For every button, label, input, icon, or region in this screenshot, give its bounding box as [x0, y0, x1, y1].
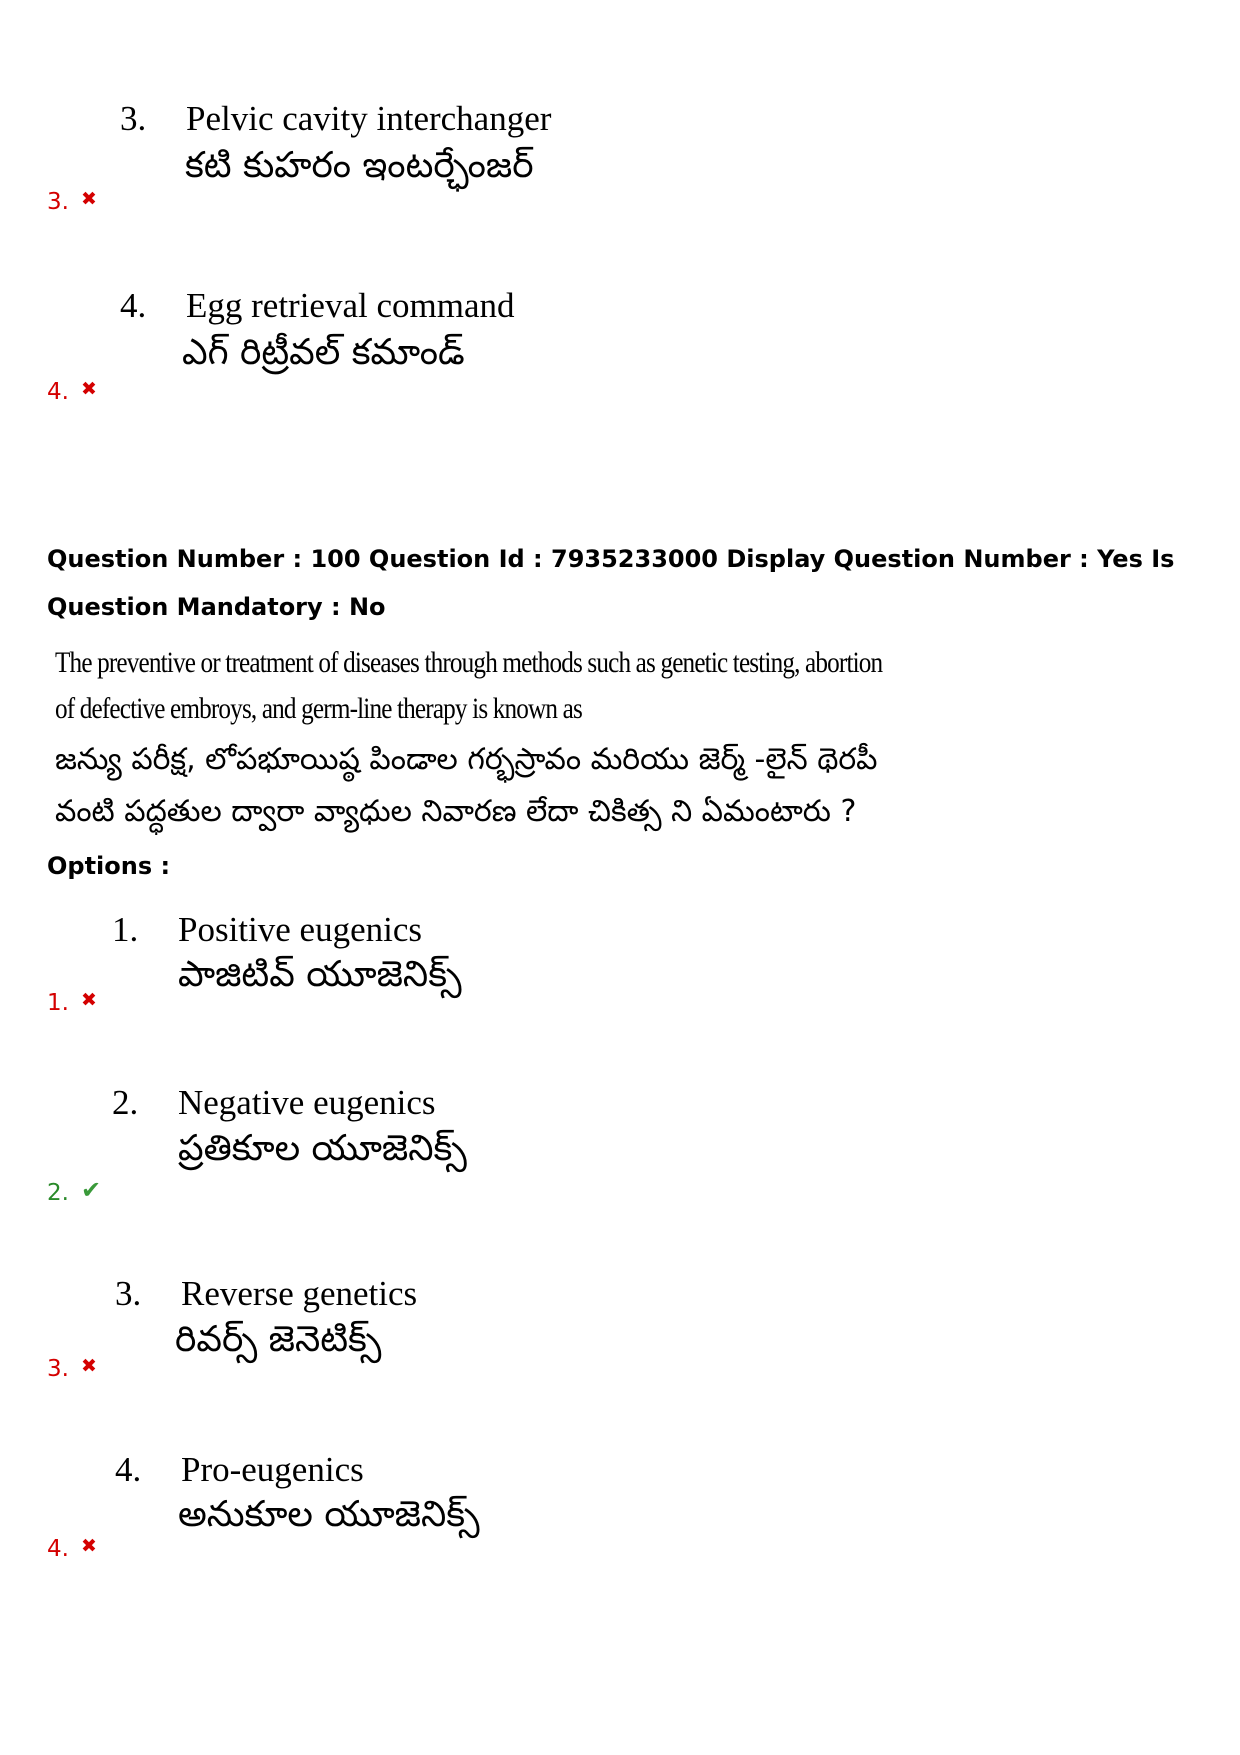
question-telugu: జన్యు పరీక్ష, లోపభూయిష్ఠ పిండాల గర్భస్రావం మరియు జెర్మ్ -లైన్ థెరపీ వంటి పద్ధతుల ద్వారా వ్యాధుల నివారణ లేదా చికిత్స ని ఏమంటారు ?	[55, 742, 878, 829]
cross-icon: ✖	[80, 378, 97, 400]
option-mark: 1. ✖	[47, 989, 97, 1016]
check-icon: ✔	[80, 1176, 102, 1204]
option-mark: 3. ✖	[47, 188, 97, 215]
option-telugu: అనుకూల యూజెనిక్స్	[178, 1494, 480, 1535]
option-telugu: ప్రతికూల యూజెనిక్స్	[178, 1128, 467, 1169]
option-number: 2.	[112, 1083, 139, 1122]
question-text	[55, 640, 955, 838]
cross-icon: ✖	[80, 1355, 97, 1377]
option-english: 1. Positive eugenics	[112, 910, 422, 949]
option-mark: 3. ✖	[47, 1355, 97, 1382]
option-mark: 4. ✖	[47, 1535, 97, 1562]
option-mark: 2. ✔	[47, 1176, 102, 1206]
option-english: 3. Pelvic cavity interchanger	[120, 99, 552, 138]
option-telugu: కటి కుహరం ఇంటర్ఛేంజర్	[185, 145, 534, 186]
option-telugu: ఎగ్ రిట్రీవల్ కమాండ్	[182, 332, 465, 373]
option-telugu: పాజిటివ్ యూజెనిక్స్	[178, 954, 462, 995]
question-english: The preventive or treatment of diseases through methods such as genetic testing, abortion of defective embroys, and germ-line therapy is known as	[55, 646, 883, 725]
option-telugu: రివర్స్ జెనెటిక్స్	[175, 1319, 382, 1360]
question-meta: Question Number : 100 Question Id : 7935233000 Display Question Number : Yes Is Question Mandatory : No	[47, 545, 1175, 621]
option-number: 4.	[115, 1450, 142, 1489]
cross-icon: ✖	[80, 188, 97, 210]
option-english: 4. Pro-eugenics	[115, 1450, 364, 1489]
option-english: 2. Negative eugenics	[112, 1083, 436, 1122]
option-number: 3.	[115, 1274, 142, 1313]
cross-icon: ✖	[80, 1535, 97, 1557]
option-number: 3.	[120, 99, 147, 138]
option-english: 3. Reverse genetics	[115, 1274, 418, 1313]
option-english: 4. Egg retrieval command	[120, 286, 515, 325]
options-label: Options :	[47, 852, 171, 880]
option-number: 4.	[120, 286, 147, 325]
cross-icon: ✖	[80, 989, 97, 1011]
option-number: 1.	[112, 910, 139, 949]
option-mark: 4. ✖	[47, 378, 97, 405]
